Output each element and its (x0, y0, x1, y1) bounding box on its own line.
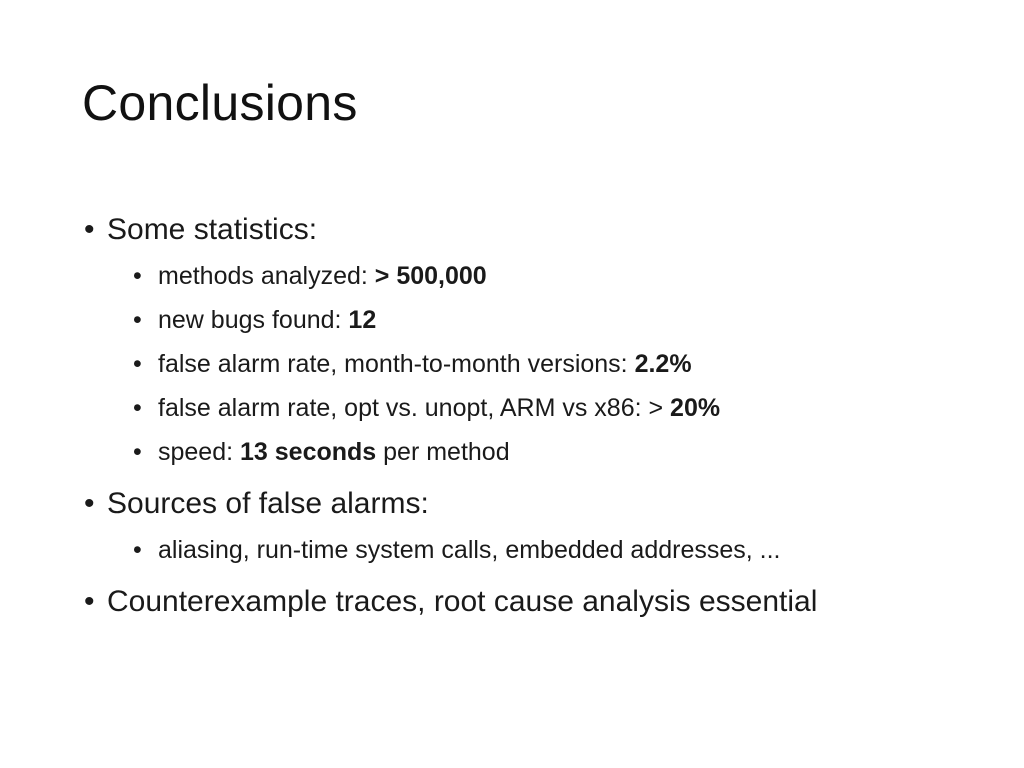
bullet-icon: • (133, 306, 142, 334)
bullet-icon: • (84, 213, 95, 246)
bullet-text: Counterexample traces, root cause analysis essential (107, 585, 818, 618)
sub-bullet-label: new bugs found: (158, 306, 349, 334)
bullet-sources-of-false-alarms (84, 484, 984, 524)
sub-bullet-methods-analyzed (84, 254, 984, 298)
sub-bullet-speed (84, 430, 984, 474)
sub-bullet-suffix: per method (376, 438, 510, 466)
sub-bullet-value: 2.2% (634, 350, 692, 378)
sub-bullet-label: false alarm rate, month-to-month versions: (158, 350, 635, 378)
sub-bullet-false-alarm-month (84, 342, 984, 386)
sub-bullet-label: false alarm rate, opt vs. unopt, ARM vs x86: > (158, 394, 671, 422)
bullet-some-statistics (84, 210, 984, 250)
bullet-text: Some statistics: (107, 213, 318, 246)
bullet-icon: • (84, 585, 95, 618)
sub-bullet-false-alarm-opt (84, 386, 984, 430)
sub-bullet-value: 20% (670, 394, 721, 422)
bullet-icon: • (133, 438, 142, 466)
bullet-text: Sources of false alarms: (107, 487, 429, 520)
slide-title: Conclusions (82, 75, 358, 131)
bullet-counterexample-traces (84, 582, 984, 622)
bullet-icon: • (133, 350, 142, 378)
bullet-icon: • (133, 262, 142, 290)
sub-bullet-aliasing (84, 528, 984, 572)
slide-body (84, 210, 984, 622)
bullet-icon: • (133, 536, 142, 564)
sub-bullet-value: 13 seconds (240, 438, 377, 466)
sub-bullet-label: speed: (158, 438, 241, 466)
sub-bullet-label: aliasing, run-time system calls, embedded addresses, ... (158, 536, 781, 564)
sub-bullet-value: 12 (348, 306, 377, 334)
bullet-icon: • (84, 487, 95, 520)
sub-bullet-value: > 500,000 (374, 262, 487, 290)
sub-bullet-label: methods analyzed: (158, 262, 375, 290)
bullet-icon: • (133, 394, 142, 422)
sub-bullet-new-bugs (84, 298, 984, 342)
